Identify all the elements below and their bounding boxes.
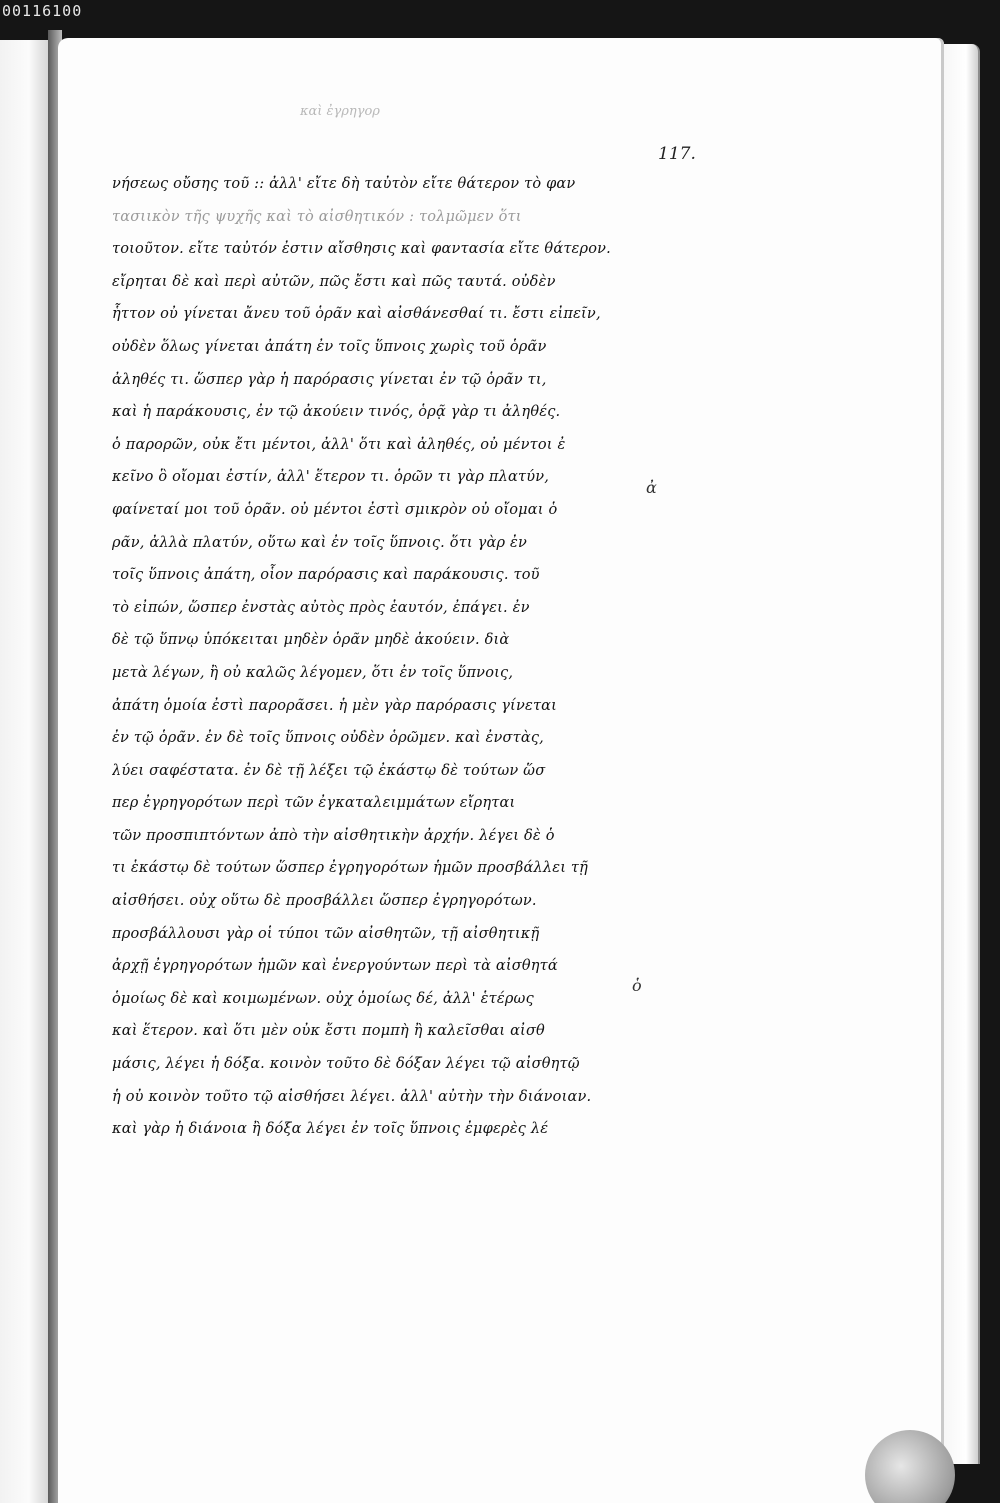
manuscript-line [112,885,657,918]
manuscript-line [112,1048,657,1081]
manuscript-line [112,364,657,397]
manuscript-line [112,1081,657,1114]
manuscript-line [112,233,657,266]
manuscript-line-text: ὁμοίως δὲ καὶ κοιμωμένων. οὐχ ὁμοίως δέ, ἀλλ' ἑτέρως [112,990,534,1007]
manuscript-line-text: αἰσθήσει. οὐχ οὕτω δὲ προσβάλλει ὥσπερ ἐγρηγορότων. [112,893,537,910]
margin-note: ὁ [632,976,642,995]
manuscript-line [112,852,657,885]
manuscript-line-text: φαίνεταί μοι τοῦ ὁρᾶν. οὐ μέντοι ἐστὶ σμικρὸν οὐ οἴομαι ὁ [112,501,558,518]
frame-label: 00116100 [2,2,83,20]
manuscript-line [112,722,657,755]
manuscript-line-text: περ ἐγρηγορότων περὶ τῶν ἐγκαταλειμμάτων εἴρηται [112,795,516,812]
manuscript-line [112,559,657,592]
manuscript-line-text: ἀρχῇ ἐγρηγορότων ἡμῶν καὶ ἐνεργούντων περὶ τὰ αἰσθητά [112,958,558,975]
left-page-edge [0,40,50,1503]
page-number: 117. [658,144,696,164]
manuscript-line-text: ἡ οὐ κοινὸν τοῦτο τῷ αἰσθήσει λέγει. ἀλλ' αὐτὴν τὴν διάνοιαν. [112,1088,592,1105]
manuscript-line [112,592,657,625]
manuscript-line-text: κεῖνο ὃ οἴομαι ἐστίν, ἀλλ' ἕτερον τι. ὁρῶν τι γὰρ πλατύν, [112,469,550,486]
manuscript-line-text: καὶ ἡ παράκουσις, ἐν τῷ ἀκούειν τινός, ὁρᾷ γὰρ τι ἀληθές. [112,404,561,421]
manuscript-line-text: εἴρηται δὲ καὶ περὶ αὐτῶν, πῶς ἔστι καὶ πῶς ταυτά. οὐδὲν [112,273,556,290]
manuscript-line-text: καὶ γὰρ ἡ διάνοια ἢ δόξα λέγει ἐν τοῖς ὕπνοις ἐμφερὲς λέ [112,1121,549,1138]
manuscript-line-text: ρᾶν, ἀλλὰ πλατύν, οὕτω καὶ ἐν τοῖς ὕπνοις. ὅτι γὰρ ἐν [112,534,528,551]
page-stack-edge [938,44,980,1464]
manuscript-line-text: ἧττον οὐ γίνεται ἄνευ τοῦ ὁρᾶν καὶ αἰσθάνεσθαί τι. ἔστι εἰπεῖν, [112,306,601,323]
manuscript-line-text: τῶν προσπιπτόντων ἀπὸ τὴν αἰσθητικὴν ἀρχήν. λέγει δὲ ὁ [112,827,555,844]
manuscript-line [112,755,657,788]
manuscript-line-text: ἀπάτη ὁμοία ἐστὶ παρορᾶσει. ἡ μὲν γὰρ παρόρασις γίνεται [112,697,558,714]
manuscript-line-text: ὁ παρορῶν, οὐκ ἔτι μέντοι, ἀλλ' ὅτι καὶ ἀληθές, οὐ μέντοι ἐ [112,436,566,453]
manuscript-line [112,657,657,690]
manuscript-line-text: μάσις, λέγει ἡ δόξα. κοινὸν τοῦτο δὲ δόξαν λέγει τῷ αἰσθητῷ [112,1056,580,1073]
manuscript-line-text: τασιικὸν τῆς ψυχῆς καὶ τὸ αἰσθητικόν : τολμῶμεν ὅτι [112,208,522,225]
manuscript-line [112,690,657,723]
manuscript-line [112,429,657,462]
manuscript-line [112,624,657,657]
manuscript-line-text: ἀληθές τι. ὥσπερ γὰρ ἡ παρόρασις γίνεται ἐν τῷ ὁρᾶν τι, [112,371,547,388]
manuscript-line [112,298,657,331]
manuscript-line-text: καὶ ἕτερον. καὶ ὅτι μὲν οὐκ ἔστι πομπὴ ἢ καλεῖσθαι αἰσθ [112,1023,545,1040]
manuscript-line-text: τι ἑκάστῳ δὲ τούτων ὥσπερ ἐγρηγορότων ἡμῶν προσβάλλει τῇ [112,860,589,877]
manuscript-line [112,918,657,951]
manuscript-line [112,950,657,983]
running-head: καὶ ἐγρηγορ [300,104,380,119]
manuscript-line [112,201,657,234]
manuscript-line-text: προσβάλλουσι γὰρ οἱ τύποι τῶν αἰσθητῶν, τῇ αἰσθητικῇ [112,925,540,942]
manuscript-line [112,396,657,429]
manuscript-line [112,266,657,299]
manuscript-line-text: τοιοῦτον. εἴτε ταὐτόν ἐστιν αἴσθησις καὶ φαντασία εἴτε θάτερον. [112,241,611,258]
manuscript-line [112,461,657,494]
manuscript-line [112,331,657,364]
manuscript-line [112,983,657,1016]
manuscript-line-text: δὲ τῷ ὕπνῳ ὑπόκειται μηδὲν ὁρᾶν μηδὲ ἀκούειν. διὰ [112,632,510,649]
manuscript-line-text: μετὰ λέγων, ἢ οὐ καλῶς λέγομεν, ὅτι ἐν τοῖς ὕπνοις, [112,664,514,681]
manuscript-line [112,1113,657,1146]
manuscript-line-text: τοῖς ὕπνοις ἀπάτη, οἷον παρόρασις καὶ παράκουσις. τοῦ [112,567,540,584]
manuscript-line [112,820,657,853]
manuscript-line-text: ἐν τῷ ὁρᾶν. ἐν δὲ τοῖς ὕπνοις οὐδὲν ὁρῶμεν. καὶ ἐνστὰς, [112,730,544,747]
manuscript-line [112,1015,657,1048]
manuscript-line-text: τὸ εἰπών, ὥσπερ ἐνστὰς αὐτὸς πρὸς ἑαυτόν, ἐπάγει. ἐν [112,599,530,616]
manuscript-line [112,494,657,527]
manuscript-line [112,168,657,201]
manuscript-line-text: λύει σαφέστατα. ἐν δὲ τῇ λέξει τῷ ἐκάστῳ δὲ τούτων ὥσ [112,762,546,779]
manuscript-line [112,787,657,820]
text-block [112,168,657,1168]
margin-note: ἀ [646,478,657,497]
manuscript-line [112,527,657,560]
manuscript-line-text: νήσεως οὔσης τοῦ :: ἀλλ' εἴτε δὴ ταὐτὸν εἴτε θάτερον τὸ φαν [112,176,576,192]
manuscript-line-text: οὐδὲν ὅλως γίνεται ἀπάτη ἐν τοῖς ὕπνοις χωρὶς τοῦ ὁρᾶν [112,338,547,355]
